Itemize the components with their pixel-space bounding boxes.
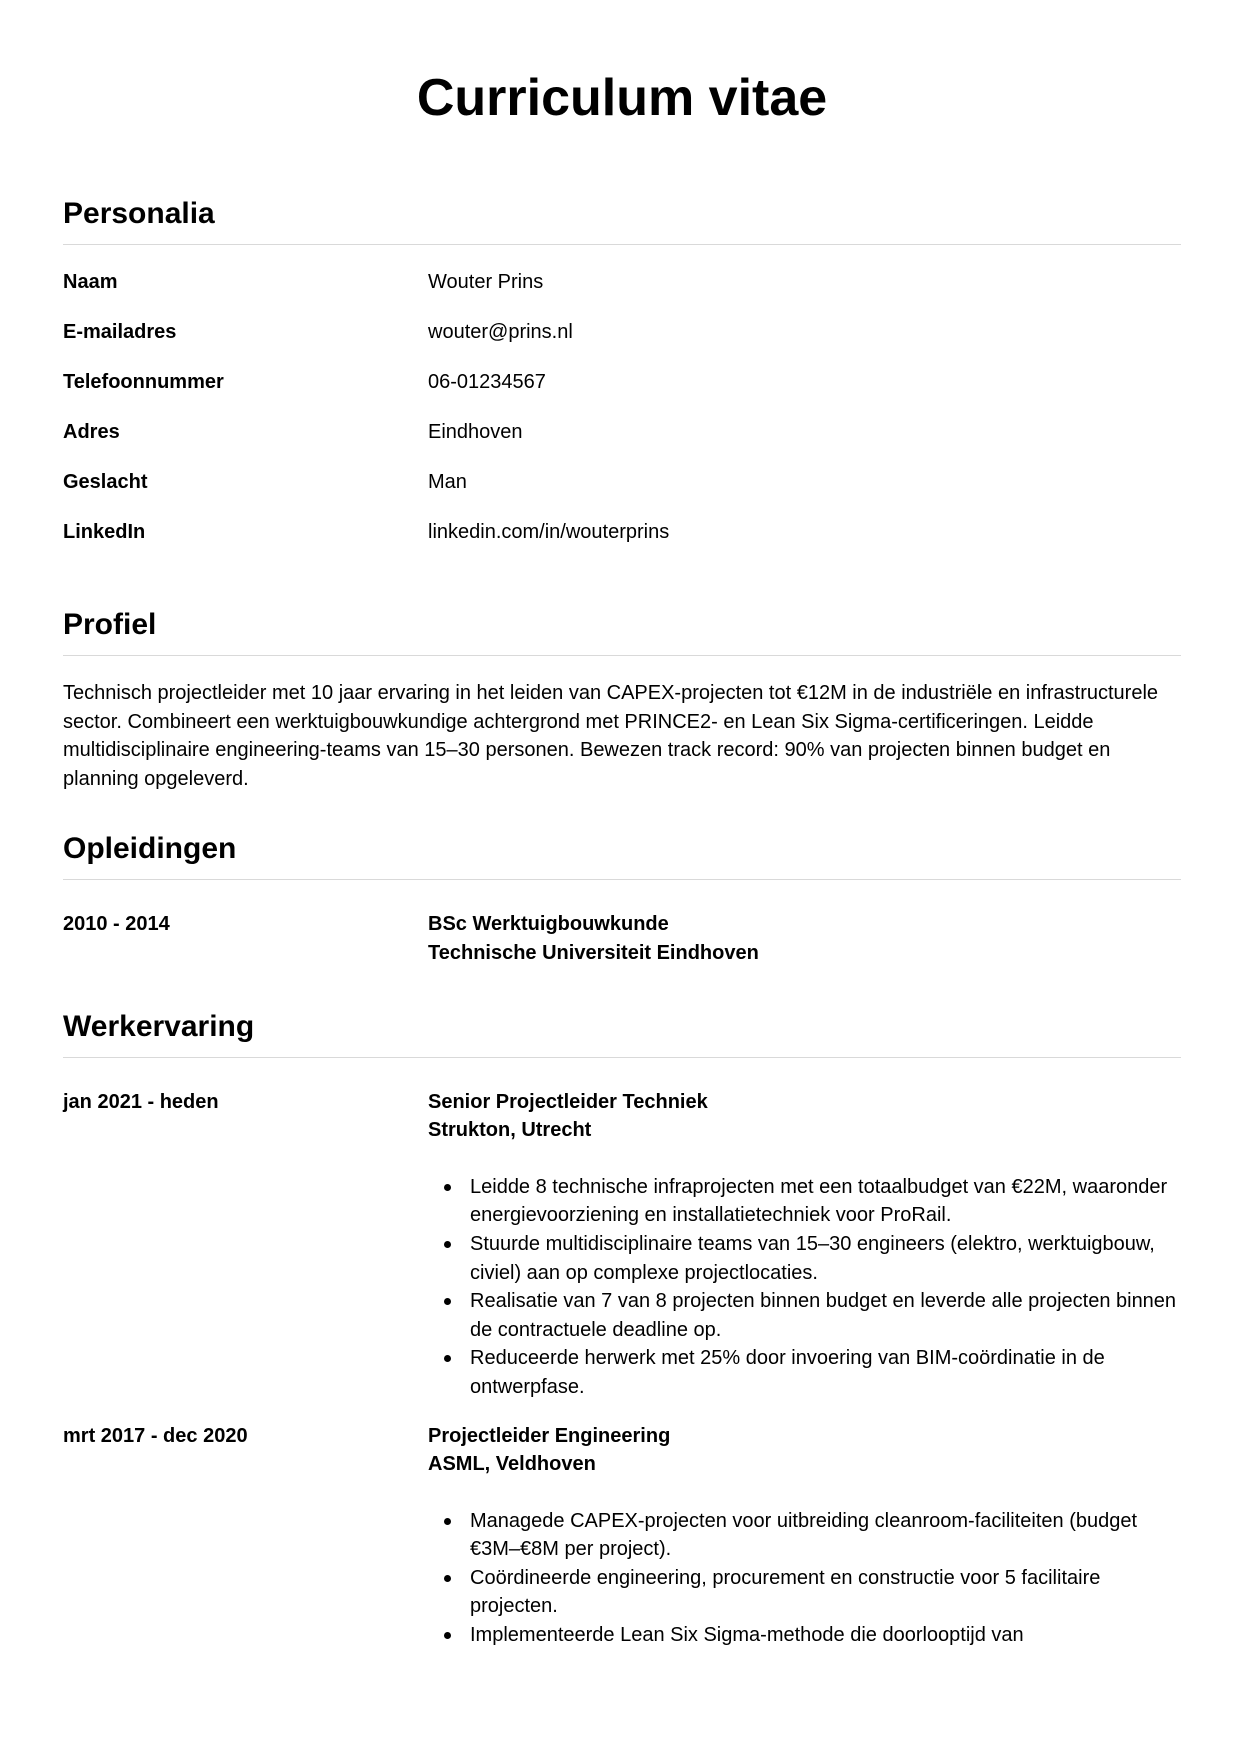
bullet-dot-icon	[444, 1518, 451, 1525]
work-job-title: Projectleider Engineering	[428, 1424, 671, 1447]
personalia-label: Naam	[63, 271, 118, 293]
profiel-section	[63, 607, 1181, 793]
personalia-label: LinkedIn	[63, 521, 146, 543]
achievement-text: Stuurde multidisciplinaire teams van 15–30 engineers (elektro, werktuigbouw, civiel) aan op complexe projectlocaties.	[470, 1232, 1155, 1284]
achievement-text: Implementeerde Lean Six Sigma-methode die doorlooptijd van	[470, 1624, 1024, 1647]
opleidingen-section	[63, 831, 1181, 967]
achievement-text: Coördineerde engineering, procurement en constructie voor 5 facilitaire projecten.	[470, 1566, 1101, 1618]
section-heading-werkervaring: Werkervaring	[63, 1009, 1181, 1058]
list-item	[470, 1173, 1181, 1230]
list-item	[470, 1230, 1181, 1287]
bullet-dot-icon	[444, 1632, 451, 1639]
achievement-text: Realisatie van 7 van 8 projecten binnen budget en leverde alle projecten binnen de contractuele deadline op.	[470, 1290, 1177, 1341]
personalia-value: linkedin.com/in/wouterprins	[428, 521, 670, 543]
personalia-label: Geslacht	[63, 471, 148, 493]
personalia-row-naam	[63, 269, 1181, 319]
education-period: 2010 - 2014	[63, 913, 170, 936]
cv-page	[63, 0, 1181, 1650]
profile-summary: Technisch projectleider met 10 jaar ervaring in het leiden van CAPEX-projecten tot €12M in de industriële en infrastructurele sector. Combineert een werktuigbouwkundige achtergrond met PRINCE2- en Lean Six Sigma-certificeringen. Leidde multidisciplinaire engineering-teams van 15–30 personen. Bewezen track record: 90% van projecten binnen budget en planning opgeleverd.	[63, 682, 1159, 790]
personalia-section	[63, 196, 1181, 569]
personalia-value: wouter@prins.nl	[428, 321, 573, 343]
list-item	[470, 1621, 1181, 1650]
personalia-value: Eindhoven	[428, 421, 523, 443]
work-entry	[63, 1422, 1181, 1650]
personalia-table	[63, 269, 1181, 569]
personalia-label: Adres	[63, 421, 120, 443]
education-institution: Technische Universiteit Eindhoven	[428, 941, 759, 964]
personalia-row-telefoon	[63, 369, 1181, 419]
list-item	[470, 1564, 1181, 1621]
personalia-row-adres	[63, 419, 1181, 469]
bullet-dot-icon	[444, 1355, 451, 1362]
achievement-text: Reduceerde herwerk met 25% door invoering van BIM-coördinatie in de ontwerpfase.	[470, 1347, 1105, 1398]
personalia-row-linkedin	[63, 519, 1181, 569]
personalia-value: 06-01234567	[428, 371, 546, 393]
bullet-dot-icon	[444, 1184, 451, 1191]
education-degree: BSc Werktuigbouwkunde	[428, 913, 669, 936]
work-entry	[63, 1088, 1181, 1402]
work-company: Strukton, Utrecht	[428, 1119, 592, 1142]
work-details	[428, 1088, 1181, 1402]
personalia-row-email	[63, 319, 1181, 369]
achievement-text: Managede CAPEX-projecten voor uitbreiding cleanroom-faciliteiten (budget €3M–€8M per project).	[470, 1509, 1138, 1561]
achievement-text: Leidde 8 technische infraprojecten met een totaalbudget van €22M, waaronder energievoorziening en installatietechniek voor ProRail.	[470, 1175, 1168, 1227]
education-entry	[63, 910, 1181, 967]
work-job-title: Senior Projectleider Techniek	[428, 1090, 708, 1113]
section-heading-opleidingen: Opleidingen	[63, 831, 1181, 880]
work-achievements-list	[428, 1507, 1181, 1650]
work-details	[428, 1422, 1181, 1650]
werkervaring-section	[63, 1009, 1181, 1650]
personalia-value: Man	[428, 471, 467, 493]
personalia-label: E-mailadres	[63, 321, 177, 343]
personalia-label: Telefoonnummer	[63, 371, 224, 393]
list-item	[470, 1287, 1181, 1344]
section-heading-profiel: Profiel	[63, 607, 1181, 656]
work-achievements-list	[428, 1173, 1181, 1402]
education-details	[428, 910, 1181, 967]
bullet-dot-icon	[444, 1298, 451, 1305]
section-heading-personalia: Personalia	[63, 196, 1181, 245]
personalia-row-geslacht	[63, 469, 1181, 519]
bullet-dot-icon	[444, 1575, 451, 1582]
work-company: ASML, Veldhoven	[428, 1453, 596, 1476]
list-item	[470, 1507, 1181, 1564]
work-period: mrt 2017 - dec 2020	[63, 1424, 248, 1447]
list-item	[470, 1344, 1181, 1401]
document-title: Curriculum vitae	[416, 69, 828, 127]
work-period: jan 2021 - heden	[63, 1090, 219, 1113]
bullet-dot-icon	[444, 1241, 451, 1248]
personalia-value: Wouter Prins	[428, 271, 544, 293]
